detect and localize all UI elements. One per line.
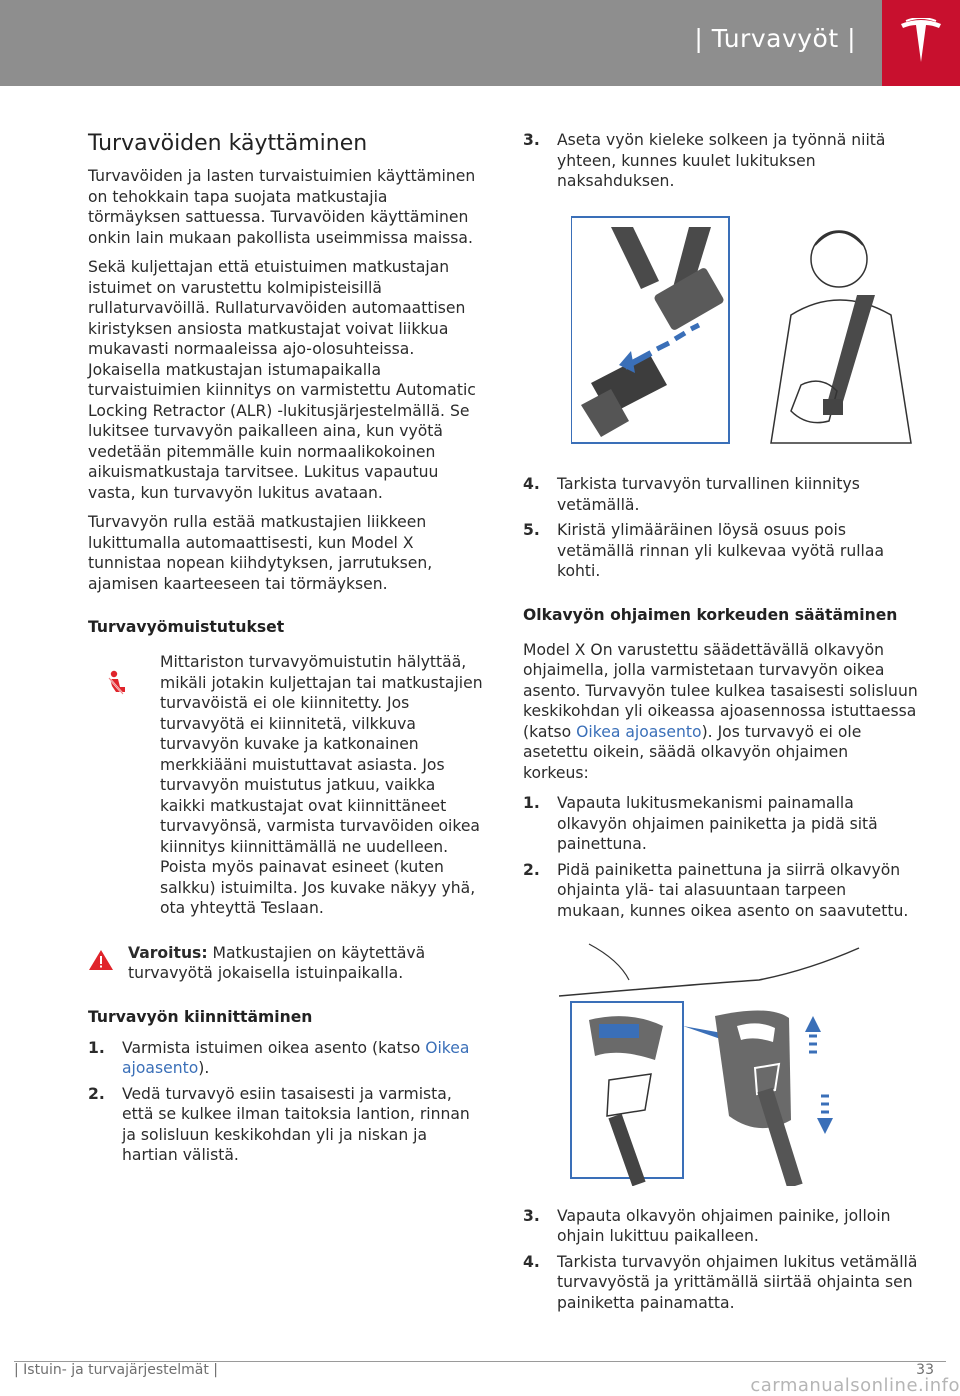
link-driving-position[interactable]: Oikea ajoasento [122,1038,470,1077]
chapter-title: | Turvavyöt | [694,24,856,53]
fasten-heading: Turvavyön kiinnittäminen [88,1007,313,1026]
retractor-paragraph: Sekä kuljettajan että etuistuimen matkustajan istuimet on varustettu kolmipisteisillä rullaturvavöillä. Rullaturvavöiden automaattisen kiristyksen ansiosta matkustajat voivat liikkua mukavasti normaaleissa ajo-olosuhteissa. Jokaisella matkustajan istumapaikalla turvaistuimien kiinnitys on varmistettu Automatic Locking Retractor (ALR) -lukitusjärjestelmällä. Se lukitsee turvavyön paikalleen aina, kun vyötä vedetään pitemmälle kuin normaalikokoinen aikuismatkustaja tarvitsee. Lukitus vapautuu vasta, kun turvavyön lukitus avataan. [88,258,476,502]
reminder-text: Mittariston turvavyömuistutin hälyttää, mikäli jotakin kuljettajan tai matkustajien turvavöistä ei ole kiinnitetty. Jos turvavyötä ei kiinnitetä, vilkkuva turvavyön kuvake ja katkonainen merkkiääni muistuttavat asiasta. Jos turvavyön muistutus jatkuu, vaikka kaikki matkustajat ovat kiinnittäneet turvavyönsä, varmista turvavöiden oikea kiinnitys kiinnittämällä ne uudelleen. Poista myös painavat esineet (kuten salkku) istuimilta. Jos kuvake näkyy yhä, ota yhteyttä Teslaan. [160,653,483,917]
adjust-heading: Olkavyön ohjaimen korkeuden säätäminen [523,605,898,624]
seatbelt-reminder-note [88,652,483,919]
guide-adjust-illustration [559,940,889,1186]
warning-triangle-icon [88,949,114,971]
warning-label: Varoitus: [128,943,208,962]
list-item: 1. Vapauta lukitusmekanismi painamalla olkavyön ohjaimen painiketta ja pidä sitä painettuna. [523,794,878,853]
warning-text: Matkustajien on käytettävä turvavyötä jokaisella istuinpaikalla. [128,943,426,982]
check-steps [523,474,918,582]
list-item: 4. Tarkista turvavyön turvallinen kiinnitys vetämällä. [523,475,860,514]
link-driving-position-2[interactable]: Oikea ajoasento [576,722,702,741]
fasten-steps-continued [523,130,918,192]
adjust-steps [523,793,918,921]
list-item: 4. Tarkista turvavyön ohjaimen lukitus vetämällä turvavyöstä ja yrittämällä siirtää ohjainta sen painiketta painamatta. [523,1252,918,1312]
brand-logo [882,0,960,86]
buckle-illustration [571,215,943,447]
page-number: 33 [916,1362,934,1378]
page-header [0,0,960,86]
right-column [523,130,918,1318]
intro-paragraph: Turvavöiden ja lasten turvaistuimien käyttäminen on tehokkain tapa suojata matkustajia törmäyksen sattuessa. Turvavöiden käyttäminen onkin lain mukaan pakollista useimmissa maissa. [88,167,476,247]
lock-steps [523,1206,918,1314]
list-item: 2. Pidä painiketta painettuna ja siirrä olkavyön ohjainta ylä- tai alasuuntaan tarpeen mukaan, kunnes oikea asento on saavutettu. [523,860,909,920]
section-heading: Turvavöiden käyttäminen [88,131,368,156]
left-column [88,130,483,1171]
list-item: 1. Varmista istuimen oikea asento (katso Oikea ajoasento). [88,1038,470,1077]
footer-section: | Istuin- ja turvajärjestelmät | [14,1362,219,1378]
watermark: carmanualsonline.info [750,1375,960,1396]
list-item: 2. Vedä turvavyö esiin tasaisesti ja varmista, että se kulkee ilman taitoksia lantion, rinnan ja solisluun keskikohdan yli ja niskan ja hartian välistä. [88,1084,470,1164]
adjust-paragraph: Model X On varustettu säädettävällä olkavyön ohjaimella, jolla varmistetaan turvavyön oikea asento. Turvavyön tulee kulkea tasaisesti solisluun keskikohdan yli oikeassa ajoasennossa istuttaessa (katso Oikea ajoasento). Jos turvavyö ei ole asetettu oikein, säädä olkavyön ohjaimen korkeus: [523,640,918,782]
list-item: 5. Kiristä ylimääräinen löysä osuus pois vetämällä rinnan yli kulkevaa vyötä rullaa kohti. [523,521,884,580]
seatbelt-warning-icon [106,670,128,696]
reminders-heading: Turvavyömuistutukset [88,618,285,636]
lock-paragraph: Turvavyön rulla estää matkustajien liikkeen lukittumalla automaattisesti, kun Model X tunnistaa nopean kiihdytyksen, jarrutuksen, ajamisen kaarteeseen tai törmäyksen. [88,513,433,593]
warning-note [88,943,483,984]
list-item: 3. Vapauta olkavyön ohjaimen painike, jolloin ohjain lukittuu paikalleen. [523,1206,891,1245]
tesla-logo-icon [899,18,943,66]
fasten-steps [88,1038,483,1166]
list-item: 3. Aseta vyön kieleke solkeen ja työnnä niitä yhteen, kunnes kuulet lukituksen naksahduksen. [523,131,886,190]
